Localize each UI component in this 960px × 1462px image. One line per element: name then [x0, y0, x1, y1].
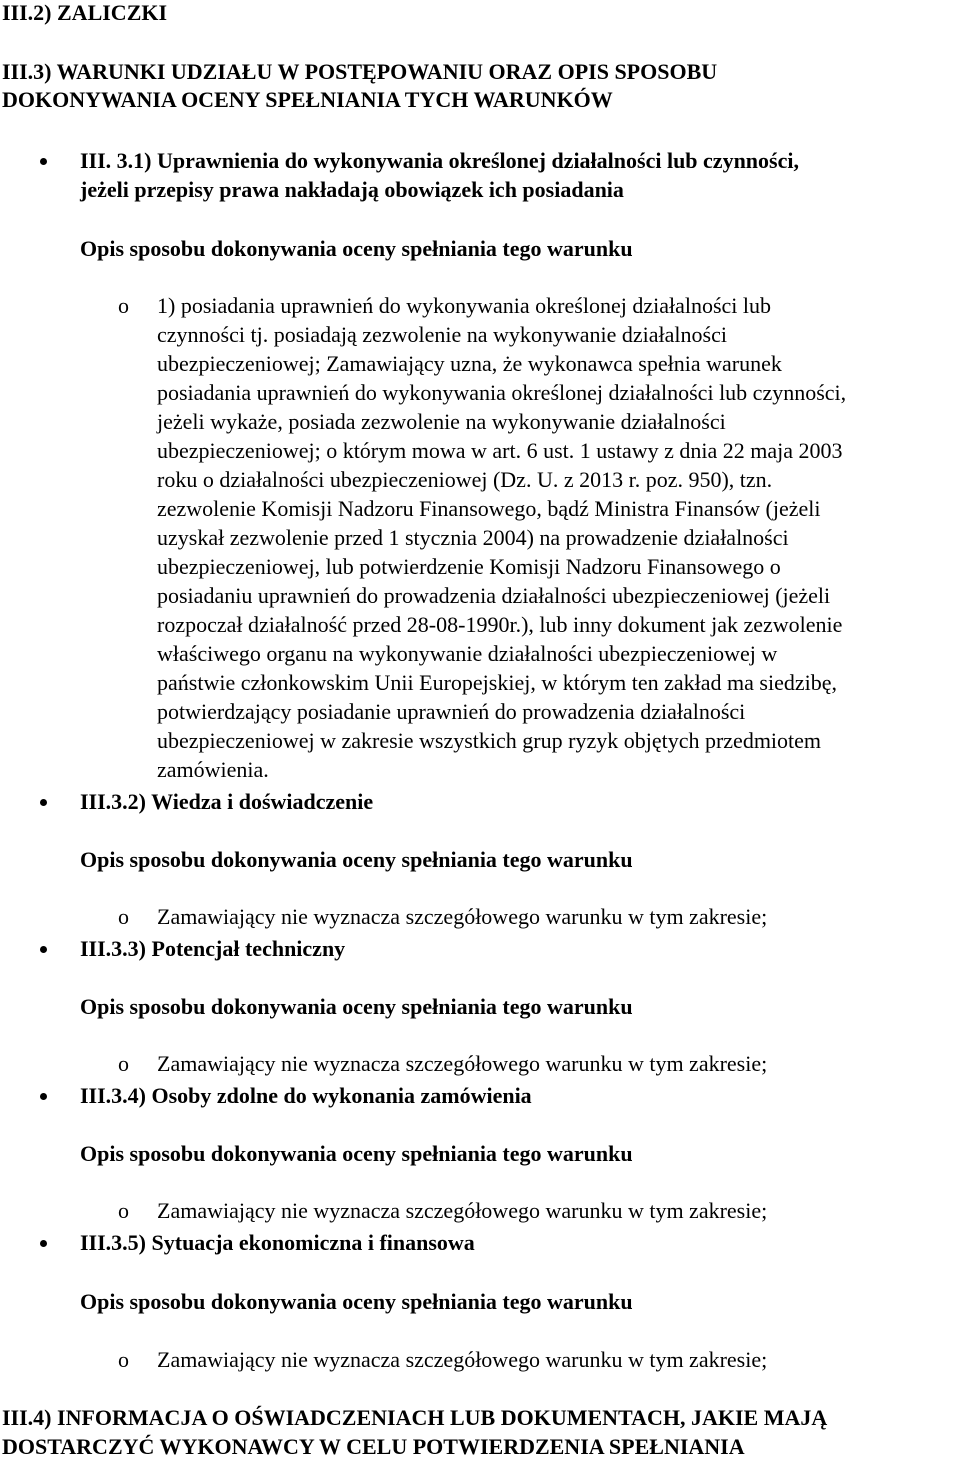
circle-bullet-marker: o [118, 1198, 129, 1223]
body-line: zezwolenie Komisji Nadzoru Finansowego, bądź Ministra Finansów (jeżeli [157, 496, 821, 521]
bullet-dot [40, 799, 47, 806]
body-line: ubezpieczeniowej w zakresie wszystkich grup ryzyk objętych przedmiotem [157, 728, 822, 753]
circle-bullet-marker: o [118, 293, 129, 318]
section-iii31-title-line1: III. 3.1) Uprawnienia do wykonywania określonej działalności lub czynności, [80, 148, 799, 173]
section-iii2-heading: III.2) ZALICZKI [2, 0, 168, 25]
body-line: posiadania uprawnień do wykonywania określonej działalności lub czynności, [157, 380, 847, 405]
body-line: uzyskał zezwolenie przed 1 stycznia 2004) na prowadzenie działalności [157, 525, 789, 550]
circle-bullet-marker: o [118, 1347, 129, 1372]
opis-heading: Opis sposobu dokonywania oceny spełniania tego warunku [80, 847, 633, 872]
section-iii32-note: Zamawiający nie wyznacza szczegółowego warunku w tym zakresie; [157, 904, 768, 929]
circle-bullet-marker: o [118, 904, 129, 929]
bullet-dot [40, 158, 47, 165]
body-line: ubezpieczeniowej, lub potwierdzenie Komisji Nadzoru Finansowego o [157, 554, 781, 579]
opis-heading: Opis sposobu dokonywania oceny spełniania tego warunku [80, 994, 633, 1019]
section-iii3-heading-line1: III.3) WARUNKI UDZIAŁU W POSTĘPOWANIU ORAZ OPIS SPOSOBU [2, 59, 718, 84]
body-line: rozpoczał działalność przed 28-08-1990r.), lub inny dokument jak zezwolenie [157, 612, 843, 637]
opis-heading: Opis sposobu dokonywania oceny spełniania tego warunku [80, 1141, 633, 1166]
bullet-dot [40, 946, 47, 953]
body-line: jeżeli wykaże, posiada zezwolenie na wykonywanie działalności [157, 409, 726, 434]
body-line: czynności tj. posiadają zezwolenie na wykonywanie działalności [157, 322, 727, 347]
opis-heading: Opis sposobu dokonywania oceny spełniania tego warunku [80, 236, 633, 261]
section-iii31-title-line2: jeżeli przepisy prawa nakładają obowiązek ich posiadania [80, 177, 624, 202]
circle-bullet-marker: o [118, 1051, 129, 1076]
section-iii33-title: III.3.3) Potencjał techniczny [80, 936, 346, 961]
body-line: potwierdzający posiadanie uprawnień do prowadzenia działalności [157, 699, 746, 724]
section-iii4-heading-line2: DOSTARCZYĆ WYKONAWCY W CELU POTWIERDZENIA SPEŁNIANIA [2, 1434, 745, 1459]
section-iii34-note: Zamawiający nie wyznacza szczegółowego warunku w tym zakresie; [157, 1198, 768, 1223]
section-iii35-note: Zamawiający nie wyznacza szczegółowego warunku w tym zakresie; [157, 1347, 768, 1372]
body-line: zamówienia. [157, 757, 269, 782]
body-line: ubezpieczeniowej; o którym mowa w art. 6 ust. 1 ustawy z dnia 22 maja 2003 [157, 438, 843, 463]
section-iii4-heading-line1: III.4) INFORMACJA O OŚWIADCZENIACH LUB DOKUMENTACH, JAKIE MAJĄ [2, 1405, 828, 1430]
body-line: 1) posiadania uprawnień do wykonywania określonej działalności lub [157, 293, 772, 318]
body-line: roku o działalności ubezpieczeniowej (Dz. U. z 2013 r. poz. 950), tzn. [157, 467, 773, 492]
section-iii33-note: Zamawiający nie wyznacza szczegółowego warunku w tym zakresie; [157, 1051, 768, 1076]
section-iii32-title: III.3.2) Wiedza i doświadczenie [80, 789, 374, 814]
body-line: ubezpieczeniowej; Zamawiający uzna, że wykonawca spełnia warunek [157, 351, 782, 376]
body-line: państwie członkowskim Unii Europejskiej, w którym ten zakład ma siedzibę, [157, 670, 838, 695]
section-iii34-title: III.3.4) Osoby zdolne do wykonania zamówienia [80, 1083, 532, 1108]
opis-heading: Opis sposobu dokonywania oceny spełniania tego warunku [80, 1289, 633, 1314]
bullet-dot [40, 1093, 47, 1100]
body-line: właściwego organu na wykonywanie działalności ubezpieczeniowej w [157, 641, 778, 666]
bullet-dot [40, 1240, 47, 1247]
section-iii3-heading-line2: DOKONYWANIA OCENY SPEŁNIANIA TYCH WARUNKÓW [2, 87, 613, 112]
body-line: posiadaniu uprawnień do prowadzenia działalności ubezpieczeniowej (jeżeli [157, 583, 831, 608]
section-iii35-title: III.3.5) Sytuacja ekonomiczna i finansowa [80, 1230, 475, 1255]
